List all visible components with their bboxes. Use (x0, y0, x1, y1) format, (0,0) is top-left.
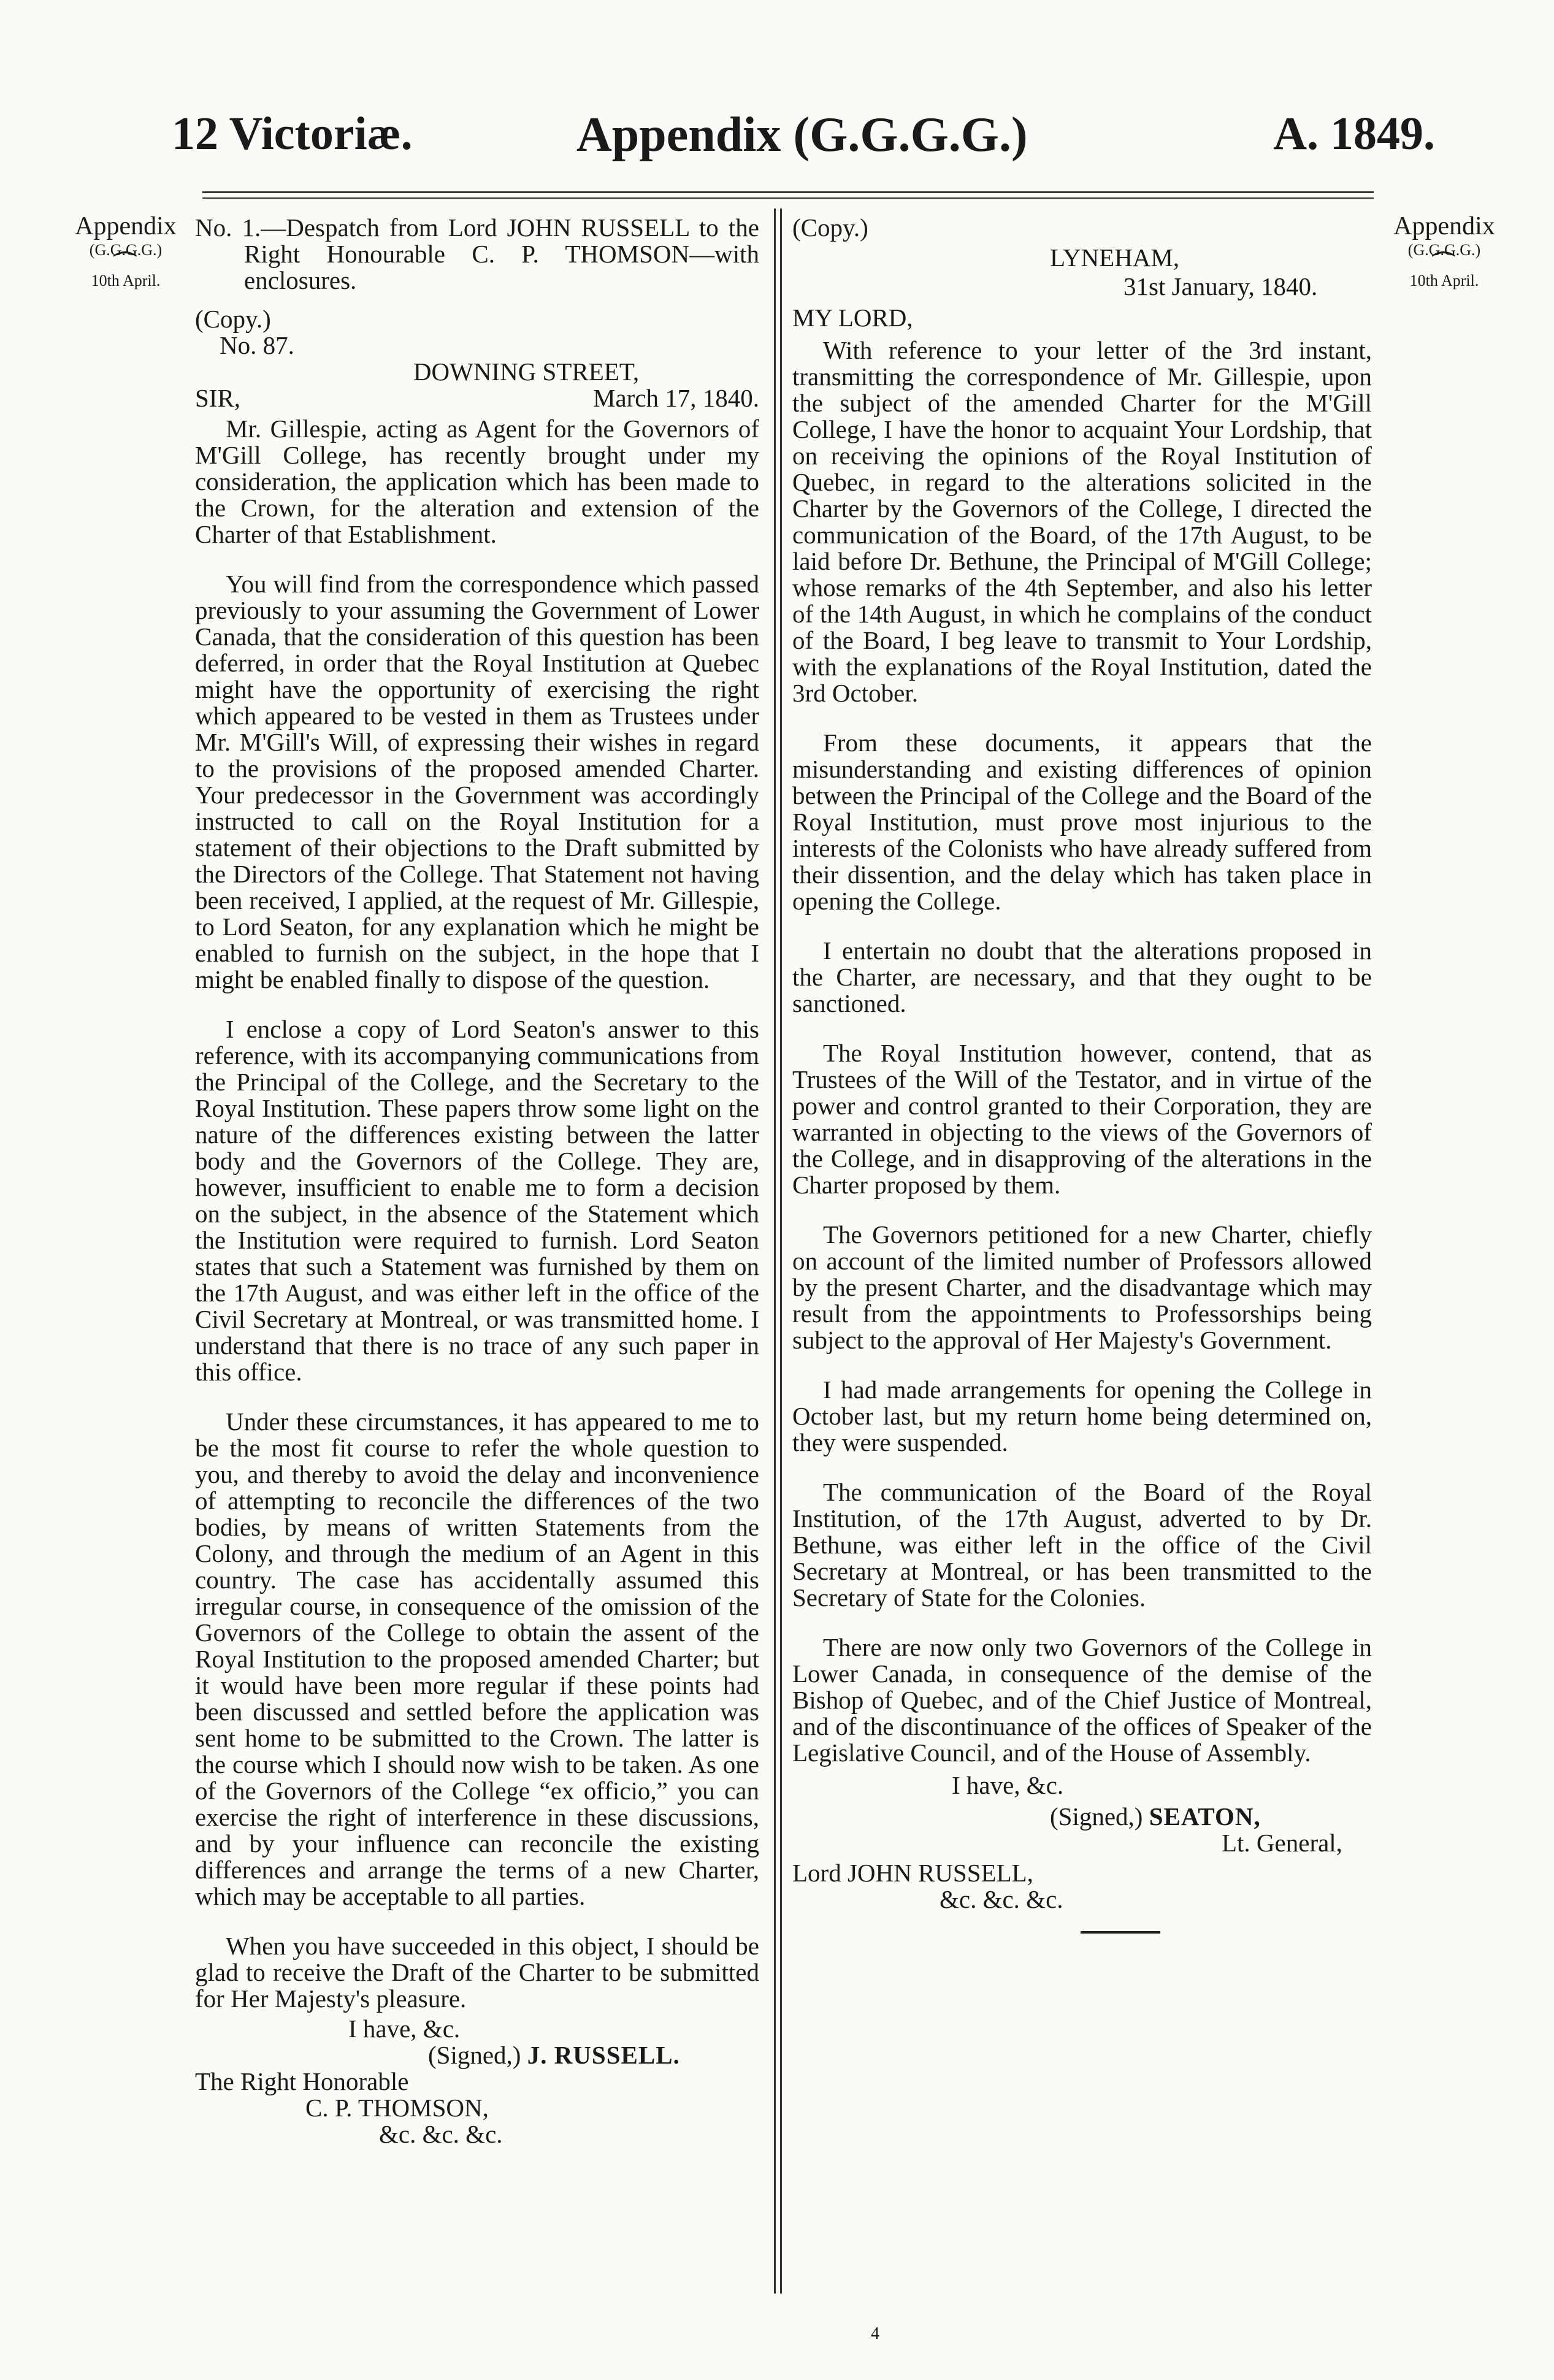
page-mark: 4 (871, 2324, 879, 2343)
right-column (792, 215, 1372, 1934)
header-appendix: Appendix (G.G.G.G.) (576, 108, 1028, 162)
paragraph: You will find from the correspondence which passed previously to your assuming the Government of Lower Canada, that the consideration of this question has been deferred, in order that the Royal Institution at Quebec might have the opportunity of exercising the right which appeared to be vested in them as Trustees under Mr. M'Gill's Will, of expressing their wishes in regard to the provisions of the proposed amended Charter. Your predecessor in the Government was accordingly instructed to call on the Royal Institution for a statement of their objections to the Draft submitted by the Directors of the College. That Statement not having been received, I applied, at the request of Mr. Gillespie, to Lord Seaton, for any explanation which he might be enabled to furnish on the subject, in the hope that I might be enabled finally to dispose of the question. (195, 570, 759, 993)
brace-icon: ⏜ (1431, 251, 1457, 279)
brace-icon: ⏜ (113, 251, 139, 279)
addressee-etc: &c. &c. &c. (379, 2120, 503, 2148)
letter-date: 31st January, 1840. (1123, 272, 1318, 300)
copy-label: (Copy.) (195, 305, 271, 333)
paragraph: I entertain no doubt that the alterations proposed in the Charter, are necessary, and that they ought to be sanctioned. (792, 936, 1372, 1017)
salutation: SIR, (195, 384, 241, 412)
closing: I have, &c. (348, 2015, 461, 2043)
signature-line: (Signed,) SEATON, (1050, 1802, 1261, 1831)
despatch-number: No. 87. (220, 331, 294, 359)
header-year: A. 1849. (1273, 108, 1435, 159)
paragraph: From these documents, it appears that the misunderstanding and existing differences of opinion between the Principal of the College and the Board of the Royal Institution, must prove most injurious to the interests of the Colonists who have already suffered from their dissention, and the delay which has taken place in opening the College. (792, 729, 1372, 915)
running-header (172, 107, 1435, 175)
closing: I have, &c. (952, 1771, 1064, 1799)
signature: J. RUSSELL. (527, 2041, 680, 2069)
addressee: The Right Honorable (195, 2067, 409, 2095)
margin-note-left: Appendix (G.G.G.G.) ⏜ 10th April. (61, 212, 190, 290)
paragraph: There are now only two Governors of the College in Lower Canada, in consequence of the demise of the Bishop of Quebec, and of the Chief Justice of Montreal, and of the discontinuance of the offices of Speaker of the Legislative Council, and of the House of Assembly. (792, 1633, 1372, 1767)
addressee-name: C. P. THOMSON, (305, 2094, 489, 2122)
letter-place: LYNEHAM, (1050, 243, 1180, 272)
addressee: Lord JOHN RUSSELL, (792, 1859, 1033, 1887)
letter-place: DOWNING STREET, (413, 358, 640, 386)
end-rule (1081, 1931, 1160, 1934)
left-column (195, 215, 759, 2148)
paragraph: The communication of the Board of the Royal Institution, of the 17th August, adverted to by Dr. Bethune, was either left in the office of the Civil Secretary at Montreal, or has been transmitted to the Secretary of State for the Colonies. (792, 1478, 1372, 1612)
paragraph: With reference to your letter of the 3rd instant, transmitting the correspondence of Mr. Gillespie, upon the subject of the amended Charter for the M'Gill College, I have the honor to acquaint Your Lordship, that on receiving the opinions of the Royal Institution of Quebec, in regard to the alterations solicited in the Charter by the Governors of the College, I directed the communication of the Board, of the 17th August, to be laid before Dr. Bethune, the Principal of M'Gill College; whose remarks of the 4th September, and also his letter of the 14th August, in which he complains of the conduct of the Board, I beg leave to transmit to Your Lordship, with the explanations of the Royal Institution, dated the 3rd October. (792, 336, 1372, 707)
paragraph: Mr. Gillespie, acting as Agent for the Governors of M'Gill College, has recently brought under my consideration, the application which has been made to the Crown, for the alteration and extension of the Charter of that Establishment. (195, 415, 759, 548)
signatory-rank: Lt. General, (1222, 1829, 1342, 1857)
column-divider (780, 209, 782, 2294)
header-rule-thin (202, 197, 1374, 199)
paragraph: Under these circumstances, it has appeared to me to be the most fit course to refer the whole question to you, and thereby to avoid the delay and inconvenience of attempting to reconcile the differences of the two bodies, by means of written Statements from the Colony, and through the medium of an Agent in this country. The case has accidentally assumed this irregular course, in consequence of the omission of the Governors of the College to obtain the assent of the Royal Institution to the proposed amended Charter; but it would have been more regular if these points had been discussed and settled before the application was sent home to be submitted to the Crown. The latter is the course which I should now wish to be taken. As one of the Governors of the College “ex officio,” you can exercise the right of interference in these discussions, and by your influence can reconcile the existing differences and arrange the terms of a new Charter, which may be acceptable to all parties. (195, 1407, 759, 1910)
column-divider (774, 209, 776, 2294)
header-rule (202, 191, 1374, 193)
paragraph: I had made arrangements for opening the College in October last, but my return home being determined on, they were suspended. (792, 1376, 1372, 1456)
paragraph: When you have succeeded in this object, I should be glad to receive the Draft of the Charter to be submitted for Her Majesty's pleasure. (195, 1932, 759, 2013)
signature: SEATON, (1149, 1802, 1261, 1831)
letter-date: March 17, 1840. (592, 384, 759, 412)
signature-line: (Signed,) J. RUSSELL. (428, 2041, 680, 2069)
paragraph: The Royal Institution however, contend, that as Trustees of the Will of the Testator, and in virtue of the power and control granted to their Corporation, they are warranted in objecting to the views of the Governors of the College, and in disapproving of the alterations in the Charter proposed by them. (792, 1039, 1372, 1199)
addressee-etc: &c. &c. &c. (940, 1885, 1063, 1913)
margin-note-right: Appendix (G.G.G.G.) ⏜ 10th April. (1380, 212, 1509, 290)
salutation: MY LORD, (792, 304, 913, 332)
header-session: 12 Victoriæ. (172, 108, 413, 159)
paragraph: I enclose a copy of Lord Seaton's answer to this reference, with its accompanying communications from the Principal of the College, and the Secretary to the Royal Institution. These papers throw some light on the nature of the differences existing between the latter body and the Governors of the College. They are, however, insufficient to enable me to form a decision on the subject, in the absence of the Statement which the Institution were required to furnish. Lord Seaton states that such a Statement was furnished by them on the 17th August, and was either left in the office of the Civil Secretary at Montreal, or was transmitted home. I understand that there is no trace of any such paper in this office. (195, 1015, 759, 1386)
paragraph: The Governors petitioned for a new Charter, chiefly on account of the limited number of Professors allowed by the present Charter, and the disadvantage which may result from the appointments to Professorships being subject to the approval of Her Majesty's Government. (792, 1220, 1372, 1354)
despatch-heading: No. 1.—Despatch from Lord JOHN RUSSELL to the Right Honourable C. P. THOMSON—with enclosures. (195, 213, 759, 294)
copy-label: (Copy.) (792, 213, 868, 242)
